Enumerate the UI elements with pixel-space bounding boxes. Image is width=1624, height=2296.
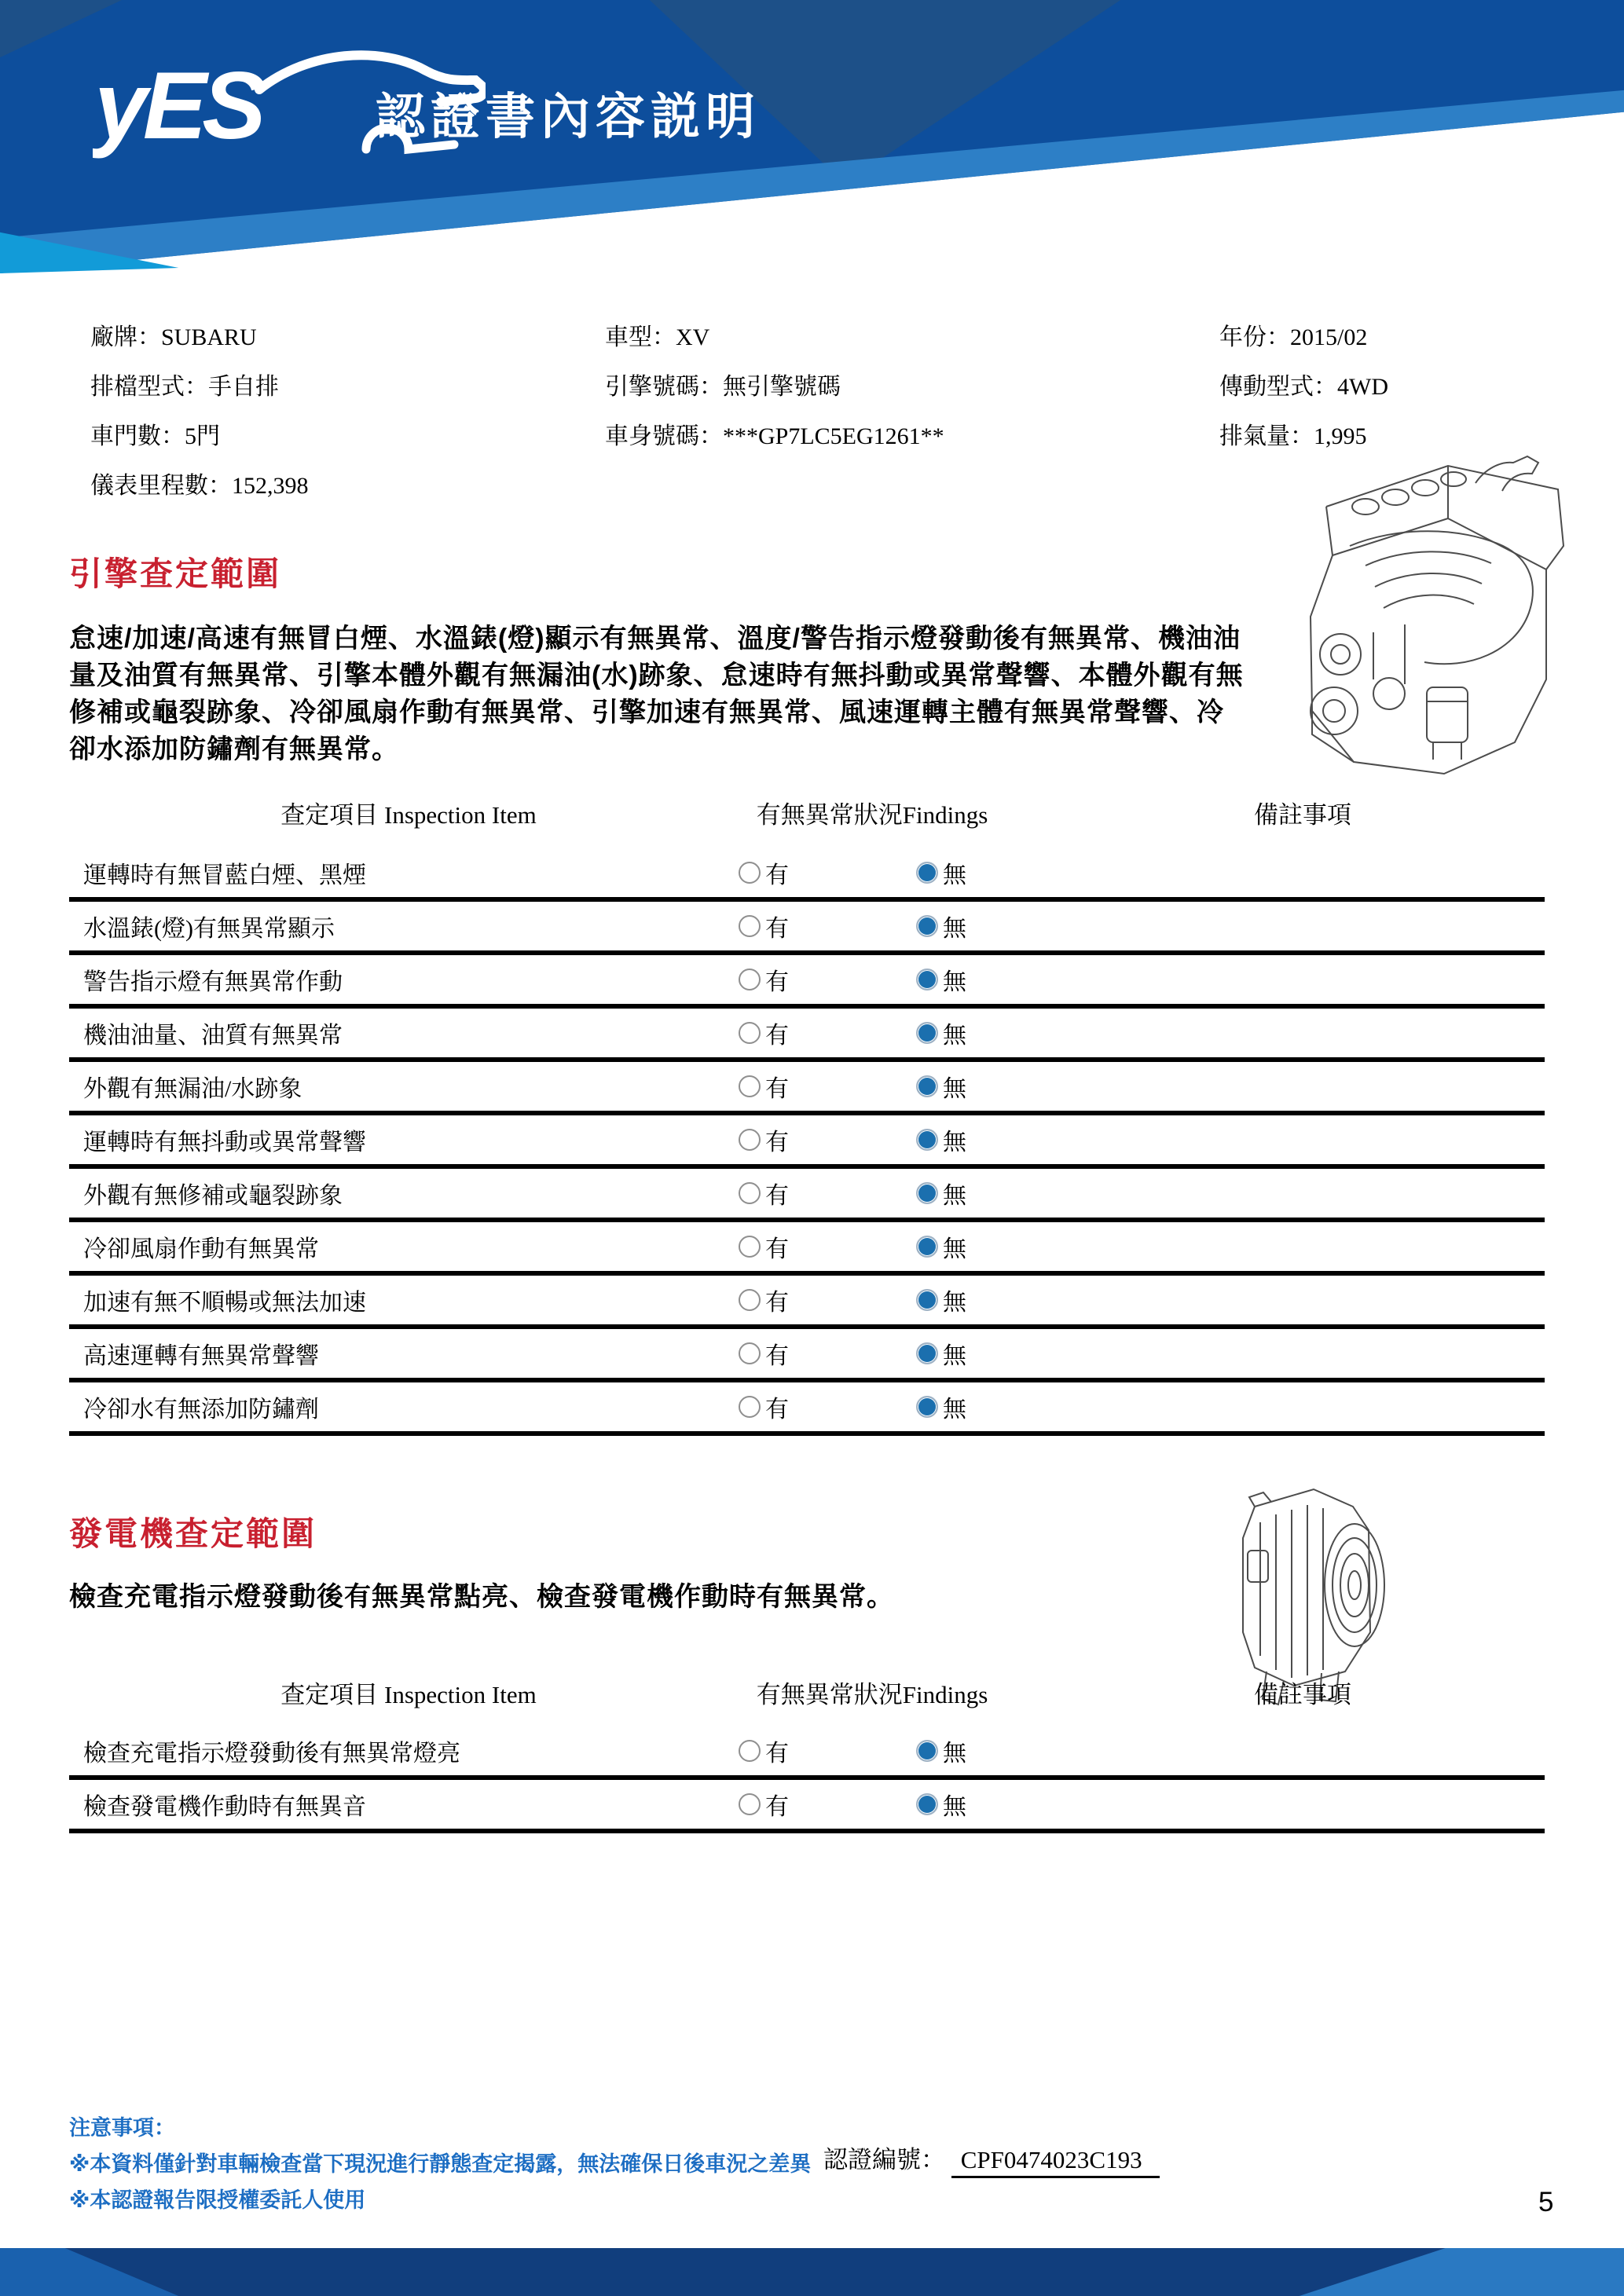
footer-right-triangle — [0, 2248, 1624, 2296]
inspection-item-label: 運轉時有無抖動或異常聲響 — [83, 1130, 366, 1155]
inspection-row — [69, 1329, 1545, 1382]
vehicle-info-field — [90, 362, 309, 412]
inspection-item-label: 加速有無不順暢或無法加速 — [83, 1290, 366, 1316]
page-number: 5 — [1538, 2187, 1554, 2217]
finding-option-present[interactable] — [739, 962, 789, 997]
radio-selected-icon[interactable] — [916, 1289, 938, 1311]
finding-option-none[interactable] — [916, 1069, 966, 1104]
radio-selected-icon[interactable] — [916, 1129, 938, 1151]
finding-option-label: 無 — [943, 1076, 966, 1102]
inspection-row — [69, 1727, 1545, 1780]
inspection-row — [69, 1382, 1545, 1436]
certificate-number-label: 認證編號： — [823, 2146, 945, 2173]
finding-option-present[interactable] — [739, 1122, 789, 1157]
radio-unselected-icon[interactable] — [739, 1289, 761, 1311]
field-label: 車身號碼： — [605, 423, 723, 449]
column-header-remarks: 備註事項 — [1254, 1681, 1351, 1708]
finding-option-label: 無 — [943, 1397, 966, 1423]
vehicle-info-field — [90, 313, 309, 362]
inspection-item-label: 外觀有無修補或龜裂跡象 — [83, 1183, 343, 1209]
finding-option-label: 無 — [943, 1741, 966, 1767]
page-title: 認證書內容説明 — [376, 90, 761, 145]
radio-selected-icon[interactable] — [916, 1793, 938, 1815]
vehicle-info-field — [605, 412, 944, 461]
radio-selected-icon[interactable] — [916, 969, 938, 991]
field-value: 手自排 — [208, 374, 279, 400]
finding-option-label: 有 — [765, 916, 789, 942]
radio-unselected-icon[interactable] — [739, 862, 761, 884]
finding-option-label: 有 — [765, 1397, 789, 1423]
inspection-item-label: 高速運轉有無異常聲響 — [83, 1343, 319, 1369]
finding-option-label: 有 — [765, 1794, 789, 1820]
finding-option-none[interactable] — [916, 855, 966, 890]
finding-option-none[interactable] — [916, 1122, 966, 1157]
vehicle-info-field — [605, 362, 944, 412]
radio-unselected-icon[interactable] — [739, 1022, 761, 1044]
vehicle-info-field — [90, 412, 309, 461]
vehicle-info-column-2 — [605, 313, 944, 461]
finding-option-present[interactable] — [739, 1176, 789, 1210]
inspection-row — [69, 1062, 1545, 1115]
finding-option-label: 無 — [943, 862, 966, 888]
finding-option-label: 無 — [943, 1343, 966, 1369]
finding-option-present[interactable] — [739, 1069, 789, 1104]
inspection-item-label: 外觀有無漏油/水跡象 — [83, 1076, 302, 1102]
inspection-item-label: 檢查充電指示燈發動後有無異常燈亮 — [83, 1741, 460, 1767]
field-label: 車門數： — [90, 423, 185, 449]
finding-option-none[interactable] — [916, 909, 966, 943]
field-value: SUBARU — [161, 324, 257, 350]
radio-unselected-icon[interactable] — [739, 1740, 761, 1762]
inspection-item-label: 冷卻水有無添加防鏽劑 — [83, 1397, 319, 1423]
finding-option-none[interactable] — [916, 1787, 966, 1822]
inspection-item-label: 運轉時有無冒藍白煙、黑煙 — [83, 862, 366, 888]
inspection-item-label: 水溫錶(燈)有無異常顯示 — [83, 916, 335, 942]
radio-unselected-icon[interactable] — [739, 1129, 761, 1151]
radio-unselected-icon[interactable] — [739, 915, 761, 937]
vehicle-info-field — [605, 313, 944, 362]
finding-option-label: 無 — [943, 1023, 966, 1049]
finding-option-present[interactable] — [739, 1734, 789, 1768]
inspection-row — [69, 955, 1545, 1009]
engine-section-description: 怠速/加速/高速有無冒白煙、水溫錶(燈)顯示有無異常、溫度/警告指示燈發動後有無異常、機油油量及油質有無異常、引擎本體外觀有無漏油(水)跡象、怠速時有無抖動或異常聲響、本體外觀有無修補或龜裂跡象、冷卻風扇作動有無異常、引擎加速有無異常、風速運轉主體有無異常聲響、冷卻水添加防鏽劑有無異常。 — [69, 624, 1244, 764]
radio-selected-icon[interactable] — [916, 1075, 938, 1097]
finding-option-label: 有 — [765, 1130, 789, 1155]
finding-option-present[interactable] — [739, 1283, 789, 1317]
finding-option-label: 有 — [765, 1741, 789, 1767]
finding-option-none[interactable] — [916, 1283, 966, 1317]
field-label: 引擎號碼： — [605, 374, 723, 400]
field-value: 152,398 — [232, 473, 309, 499]
vehicle-info-field — [1219, 313, 1388, 362]
finding-option-present[interactable] — [739, 1390, 789, 1424]
finding-option-none[interactable] — [916, 1016, 966, 1050]
field-label: 排氣量： — [1219, 423, 1314, 449]
inspection-row — [69, 1276, 1545, 1329]
field-label: 儀表里程數： — [90, 473, 232, 499]
radio-selected-icon[interactable] — [916, 1342, 938, 1364]
field-value: 1,995 — [1314, 423, 1367, 449]
radio-selected-icon[interactable] — [916, 862, 938, 884]
field-value: XV — [676, 324, 710, 350]
column-header-findings: 有無異常狀況Findings — [756, 801, 988, 829]
vehicle-info-column-3 — [1219, 313, 1388, 461]
finding-option-none[interactable] — [916, 1390, 966, 1424]
finding-option-label: 無 — [943, 1794, 966, 1820]
logo-text: yES — [94, 52, 262, 159]
finding-option-label: 無 — [943, 1130, 966, 1155]
radio-unselected-icon[interactable] — [739, 969, 761, 991]
engine-illustration — [1279, 452, 1593, 789]
radio-unselected-icon[interactable] — [739, 1396, 761, 1418]
inspection-row — [69, 848, 1545, 902]
field-value: 5門 — [185, 423, 220, 449]
inspection-item-label: 冷卻風扇作動有無異常 — [83, 1236, 319, 1262]
inspection-item-label: 檢查發電機作動時有無異音 — [83, 1794, 366, 1820]
field-label: 年份： — [1219, 324, 1290, 350]
finding-option-label: 有 — [765, 969, 789, 995]
inspection-item-label: 警告指示燈有無異常作動 — [83, 969, 343, 995]
finding-option-present[interactable] — [739, 1336, 789, 1371]
header-banner — [0, 0, 1624, 273]
inspection-row — [69, 1780, 1545, 1833]
field-value: 無引擎號碼 — [723, 374, 841, 400]
radio-selected-icon[interactable] — [916, 1236, 938, 1258]
field-label: 傳動型式： — [1219, 374, 1337, 400]
finding-option-label: 有 — [765, 1343, 789, 1369]
radio-selected-icon[interactable] — [916, 915, 938, 937]
inspection-row — [69, 1115, 1545, 1169]
radio-unselected-icon[interactable] — [739, 1793, 761, 1815]
finding-option-none[interactable] — [916, 1734, 966, 1768]
generator-section-title: 發電機查定範圍 — [69, 1515, 317, 1552]
inspection-item-label: 機油油量、油質有無異常 — [83, 1023, 343, 1049]
field-value: ***GP7LC5EG1261** — [723, 423, 944, 449]
finding-option-label: 有 — [765, 1290, 789, 1316]
inspection-row — [69, 1169, 1545, 1222]
footer-banner — [0, 2248, 1624, 2296]
vehicle-info-column-1 — [90, 313, 309, 511]
finding-option-label: 無 — [943, 916, 966, 942]
finding-option-none[interactable] — [916, 962, 966, 997]
radio-selected-icon[interactable] — [916, 1396, 938, 1418]
engine-section-title: 引擎查定範圍 — [69, 555, 282, 592]
radio-unselected-icon[interactable] — [739, 1075, 761, 1097]
finding-option-present[interactable] — [739, 1016, 789, 1050]
field-label: 排檔型式： — [90, 374, 208, 400]
column-header-inspection-item: 查定項目 Inspection Item — [280, 801, 537, 829]
finding-option-none[interactable] — [916, 1336, 966, 1371]
engine-inspection-table — [69, 848, 1545, 1436]
finding-option-none[interactable] — [916, 1229, 966, 1264]
column-header-inspection-item: 查定項目 Inspection Item — [280, 1681, 537, 1708]
radio-unselected-icon[interactable] — [739, 1236, 761, 1258]
field-value: 4WD — [1337, 374, 1388, 400]
notice-title: 注意事項： — [69, 2116, 175, 2140]
finding-option-label: 有 — [765, 862, 789, 888]
finding-option-present[interactable] — [739, 855, 789, 890]
radio-selected-icon[interactable] — [916, 1182, 938, 1204]
notice-item: ※本資料僅針對車輛檢查當下現況進行靜態查定揭露，無法確保日後車況之差異 — [69, 2152, 812, 2176]
notice-item: ※本認證報告限授權委託人使用 — [69, 2188, 366, 2212]
column-header-findings: 有無異常狀況Findings — [756, 1681, 988, 1708]
generator-section-description: 檢查充電指示燈發動後有無異常點亮、檢查發電機作動時有無異常。 — [69, 1582, 894, 1612]
finding-option-label: 有 — [765, 1023, 789, 1049]
radio-selected-icon[interactable] — [916, 1740, 938, 1762]
field-value: 2015/02 — [1290, 324, 1368, 350]
finding-option-label: 有 — [765, 1076, 789, 1102]
inspection-row — [69, 902, 1545, 955]
finding-option-label: 有 — [765, 1183, 789, 1209]
column-header-remarks: 備註事項 — [1254, 801, 1351, 829]
inspection-row — [69, 1009, 1545, 1062]
notice-block — [69, 2110, 811, 2218]
generator-inspection-table — [69, 1727, 1545, 1833]
radio-unselected-icon[interactable] — [739, 1182, 761, 1204]
finding-option-label: 無 — [943, 1290, 966, 1316]
inspection-row — [69, 1222, 1545, 1276]
vehicle-info-field — [1219, 362, 1388, 412]
finding-option-present[interactable] — [739, 1787, 789, 1822]
finding-option-present[interactable] — [739, 1229, 789, 1264]
finding-option-label: 無 — [943, 1236, 966, 1262]
field-label: 車型： — [605, 324, 676, 350]
vehicle-info-field — [90, 461, 309, 511]
field-label: 廠牌： — [90, 324, 161, 350]
certificate-number-value: CPF0474023C193 — [951, 2146, 1160, 2178]
finding-option-label: 有 — [765, 1236, 789, 1262]
certificate-number-line — [823, 2140, 1160, 2175]
finding-option-none[interactable] — [916, 1176, 966, 1210]
finding-option-present[interactable] — [739, 909, 789, 943]
radio-unselected-icon[interactable] — [739, 1342, 761, 1364]
radio-selected-icon[interactable] — [916, 1022, 938, 1044]
finding-option-label: 無 — [943, 969, 966, 995]
finding-option-label: 無 — [943, 1183, 966, 1209]
